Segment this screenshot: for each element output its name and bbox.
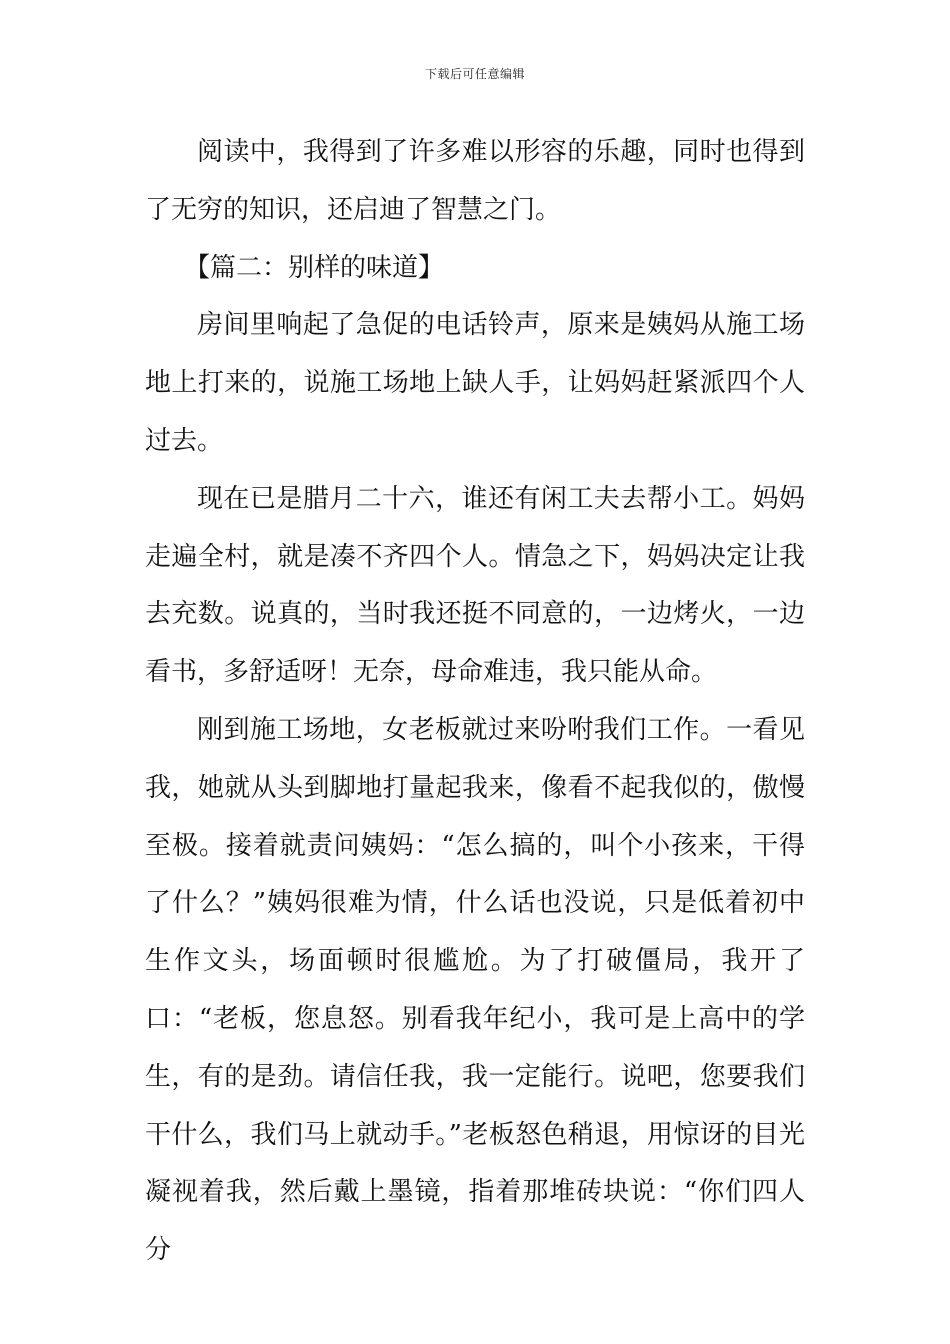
paragraph-phone-call: 房间里响起了急促的电话铃声，原来是姨妈从施工场地上打来的，说施工场地上缺人手，让妈妈赶紧派四个人过去。 (145, 310, 805, 456)
page-header: 下载后可任意编辑 (424, 67, 525, 81)
paragraph-village: 现在已是腊月二十六，谁还有闲工夫去帮小工。妈妈走遍全村，就是凑不齐四个人。情急之下，妈妈决定让我去充数。说真的，当时我还挺不同意的，一边烤火，一边看书，多舒适呀！无奈，母命难违，我只能从命。 (145, 483, 805, 688)
paragraph-work-site: 刚到施工场地，女老板就过来吩咐我们工作。一看见我，她就从头到脚地打量起我来，像看不起我似的，傲慢至极。接着就责问姨妈：“怎么搞的，叫个小孩来，干得了什么？”姨妈很难为情，什么话也没说，只是低着初中生作文头，场面顿时很尴尬。为了打破僵局，我开了口：“老板，您息怒。别看我年纪小，我可是上高中的学生，有的是劲。请信任我，我一定能行。说吧，您要我们干什么，我们马上就动手。”老板怒色稍退，用惊讶的目光凝视着我，然后戴上墨镜，指着那堆砖块说：“你们四人分 (145, 714, 805, 1266)
paragraph-reading-joy: 阅读中，我得到了许多难以形容的乐趣，同时也得到了无穷的知识，还启迪了智慧之门。 (145, 137, 805, 225)
document-body (145, 124, 805, 1280)
section-heading: 【篇二：别样的味道】 (184, 252, 445, 283)
